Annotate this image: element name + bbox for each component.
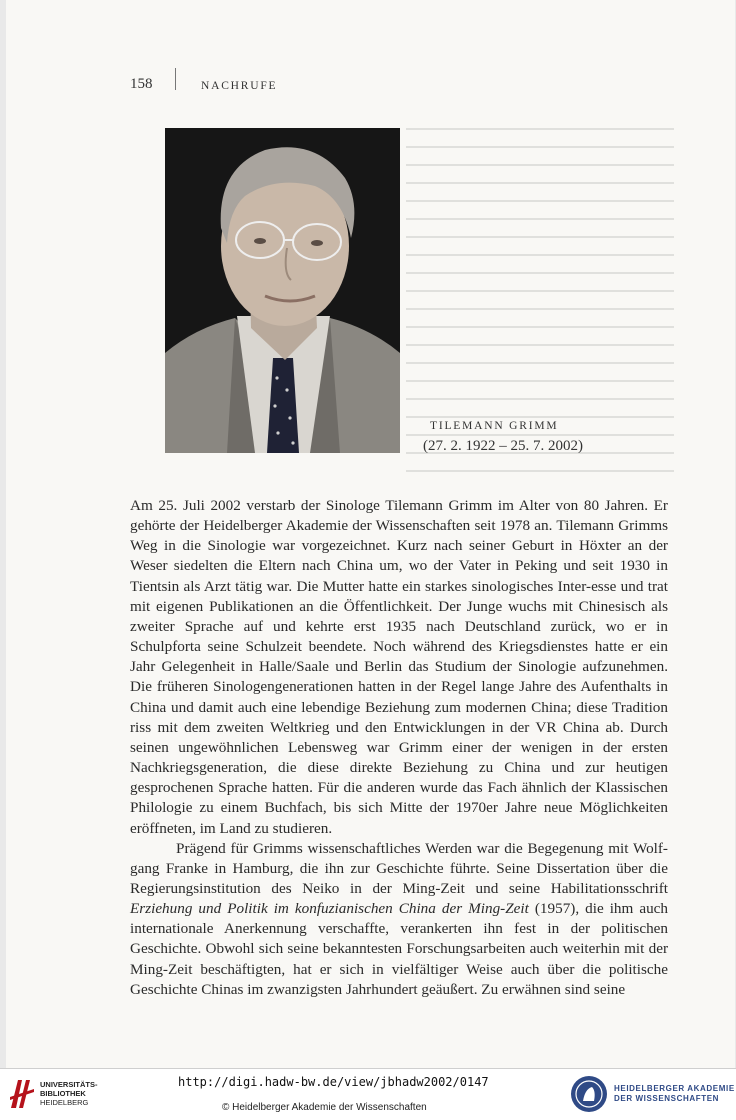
- paragraph-2-start: Prägend für Grimms wissenschaftliches Werden war die Begegenung mit Wolf-gang Franke in Hamburg, die ihn zur Geschichte führte. Seine Dissertation über die Regierungsinstitution des Neiko in der Ming-Zeit und seine Habilitationsschrift: [130, 839, 668, 897]
- permalink-url[interactable]: http://digi.hadw-bw.de/view/jbhadw2002/0147: [178, 1075, 489, 1089]
- paragraph-2: [130, 839, 668, 1000]
- caption-dates: (27. 2. 1922 – 25. 7. 2002): [423, 438, 583, 454]
- book-title: Erziehung und Politik im konfuzianischen China der Ming-Zeit: [130, 900, 529, 918]
- paragraph-1: Am 25. Juli 2002 verstarb der Sinologe Tilemann Grimm im Alter von 80 Jahren. Er gehörte der Heidelberger Akademie der Wissenschaften seit 1978 an. Tilemann Grimms Weg in die Sinologie war vorgezeichnet. Kurz nach seiner Geburt in Höxter an der Weser siedelten die Eltern nach China um, wo der Vater in Peking und seit 1930 in Tientsin als Arzt tätig war. Die Mutter hatte ein starkes sinologisches Inter-esse und trat mit eigenen Publikationen an die Öffentlichkeit. Der Junge wuchs mit Chinesisch als zweiter Sprache auf und kehrte erst 1935 nach Deutschland zurück, wo er in Schulpforta seine Schulzeit beendete. Noch während des Kriegsdienstes hatte er ein Jahr Gelegenheit in Halle/Saale und Berlin das Studium der Sinologie aufzunehmen. Die früheren Sinologengenerationen hatten in der Regel lange Jahre des Aufenthalts in China und damit auch eine lebendige Beziehung zum modernen China; diese Tradition riss mit dem zweiten Weltkrieg und den Entwicklungen in der VR China ab. Durch seinen ungewöhnlichen Lebensweg war Grimm einer der wenigen in der ersten Nachkriegsgeneration, die diese direkte Beziehung zu China und zur heutigen gesprochenen Sprache hatten. Für die anderen wurde das Fach ähnlich der Klassischen Philologie zu einem Buchfach, bis sich Mitte der 1970er Jahre neue Möglichkeiten eröffneten, im Land zu studieren.: [130, 497, 668, 837]
- portrait-photo: [165, 128, 400, 453]
- header-divider: [175, 68, 176, 90]
- library-name: UNIVERSITÄTS- BIBLIOTHEK HEIDELBERG: [40, 1080, 98, 1107]
- running-title: NACHRUFE: [201, 80, 278, 92]
- copyright-notice: © Heidelberger Akademie der Wissenschaften: [222, 1102, 427, 1113]
- paragraph-2-end: (1957), die ihm auch internationale Anerkennung verschaffte, verankerten ihn fest in der politischen Geschichte. Obwohl sich seine bekanntesten Forschungsarbeiten auch weiterhin mit der Ming-Zeit beschäftigten, hat er sich in vielfältiger Weise auch über die politische Geschichte Chinas im zwanzigsten Jahrhundert geäußert. Zu erwähnen sind seine: [130, 900, 668, 998]
- academy-name: HEIDELBERGER AKADEMIE DER WISSENSCHAFTEN: [614, 1084, 735, 1103]
- page-number: 158: [130, 76, 153, 92]
- obituary-text: [130, 496, 668, 1000]
- academy-seal-icon[interactable]: [570, 1075, 608, 1113]
- viewer-footer: [0, 1068, 736, 1120]
- bleed-through-text: [406, 128, 674, 488]
- university-library-logo[interactable]: [8, 1077, 36, 1111]
- caption-name: TILEMANN GRIMM: [430, 420, 559, 432]
